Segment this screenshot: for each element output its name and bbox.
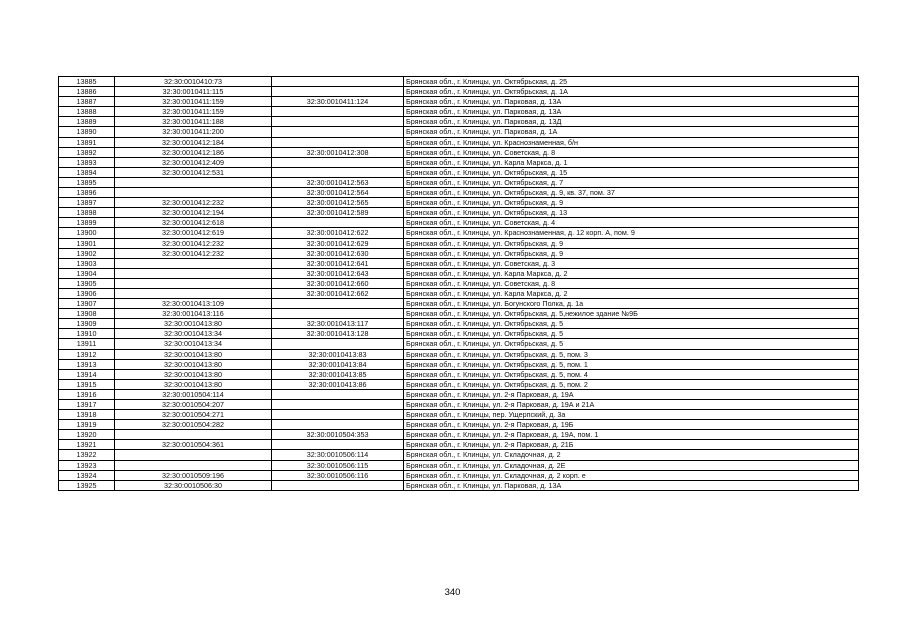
cadastral-number-secondary-cell: [272, 299, 404, 309]
cadastral-number-cell: [115, 258, 272, 268]
table-row: [59, 299, 859, 309]
row-number-cell: 13893: [59, 157, 115, 167]
cadastral-number-secondary-cell: [272, 77, 404, 87]
cadastral-number-cell: 32:30:0010411:159: [115, 97, 272, 107]
address-cell: Брянская обл., г. Клинцы, ул. Октябрьская, д. 5: [404, 339, 859, 349]
address-cell: Брянская обл., г. Клинцы, ул. Богунского Полка, д. 1а: [404, 299, 859, 309]
cadastral-number-secondary-cell: 32:30:0010506:115: [272, 460, 404, 470]
cadastral-number-secondary-cell: [272, 127, 404, 137]
cadastral-number-cell: 32:30:0010412:232: [115, 238, 272, 248]
address-cell: Брянская обл., г. Клинцы, ул. Советская, д. 8: [404, 147, 859, 157]
registry-table: [58, 76, 859, 491]
row-number-cell: 13915: [59, 379, 115, 389]
address-cell: Брянская обл., г. Клинцы, ул. Октябрьская, д. 13: [404, 208, 859, 218]
table-row: [59, 369, 859, 379]
address-cell: Брянская обл., г. Клинцы, ул. Складочная, д. 2 корп. е: [404, 470, 859, 480]
table-row: [59, 288, 859, 298]
address-cell: Брянская обл., г. Клинцы, ул. Октябрьская, д. 5, пом. 3: [404, 349, 859, 359]
address-cell: Брянская обл., г. Клинцы, ул. Парковая, д. 13А: [404, 97, 859, 107]
cadastral-number-secondary-cell: 32:30:0010413:128: [272, 329, 404, 339]
row-number-cell: 13917: [59, 400, 115, 410]
address-cell: Брянская обл., г. Клинцы, ул. Октябрьская, д. 5: [404, 329, 859, 339]
address-cell: Брянская обл., г. Клинцы, ул. Октябрьская, д. 5, пом. 2: [404, 379, 859, 389]
row-number-cell: 13896: [59, 188, 115, 198]
table-row: [59, 319, 859, 329]
table-row: [59, 349, 859, 359]
table-row: [59, 480, 859, 490]
cadastral-number-cell: 32:30:0010412:232: [115, 198, 272, 208]
cadastral-number-cell: 32:30:0010412:531: [115, 167, 272, 177]
cadastral-number-secondary-cell: [272, 389, 404, 399]
table-row: [59, 77, 859, 87]
table-row: [59, 218, 859, 228]
cadastral-number-cell: [115, 188, 272, 198]
registry-table-container: [58, 76, 858, 491]
row-number-cell: 13901: [59, 238, 115, 248]
cadastral-number-cell: 32:30:0010411:115: [115, 87, 272, 97]
cadastral-number-cell: [115, 430, 272, 440]
table-row: [59, 359, 859, 369]
address-cell: Брянская обл., г. Клинцы, ул. 2-я Парковая, д. 19А, пом. 1: [404, 430, 859, 440]
cadastral-number-secondary-cell: 32:30:0010412:630: [272, 248, 404, 258]
address-cell: Брянская обл., г. Клинцы, ул. Октябрьская, д. 5, пом. 4: [404, 369, 859, 379]
table-row: [59, 389, 859, 399]
row-number-cell: 13887: [59, 97, 115, 107]
row-number-cell: 13894: [59, 167, 115, 177]
table-row: [59, 258, 859, 268]
address-cell: Брянская обл., г. Клинцы, ул. Октябрьская, д. 9: [404, 248, 859, 258]
cadastral-number-cell: 32:30:0010410:73: [115, 77, 272, 87]
cadastral-number-secondary-cell: 32:30:0010412:629: [272, 238, 404, 248]
address-cell: Брянская обл., г. Клинцы, ул. Октябрьская, д. 9, кв. 37, пом. 37: [404, 188, 859, 198]
cadastral-number-secondary-cell: [272, 167, 404, 177]
row-number-cell: 13897: [59, 198, 115, 208]
cadastral-number-cell: [115, 278, 272, 288]
table-row: [59, 460, 859, 470]
row-number-cell: 13890: [59, 127, 115, 137]
cadastral-number-cell: [115, 460, 272, 470]
cadastral-number-secondary-cell: 32:30:0010412:641: [272, 258, 404, 268]
table-row: [59, 309, 859, 319]
address-cell: Брянская обл., г. Клинцы, ул. 2-я Парковая, д. 19А и 21А: [404, 400, 859, 410]
cadastral-number-secondary-cell: [272, 400, 404, 410]
address-cell: Брянская обл., г. Клинцы, ул. Октябрьская, д. 9: [404, 238, 859, 248]
cadastral-number-cell: 32:30:0010504:282: [115, 420, 272, 430]
cadastral-number-cell: 32:30:0010506:30: [115, 480, 272, 490]
table-row: [59, 177, 859, 187]
address-cell: Брянская обл., г. Клинцы, ул. Парковая, д. 13А: [404, 480, 859, 490]
table-row: [59, 470, 859, 480]
table-row: [59, 127, 859, 137]
row-number-cell: 13905: [59, 278, 115, 288]
address-cell: Брянская обл., г. Клинцы, ул. 2-я Парковая, д. 19А: [404, 389, 859, 399]
row-number-cell: 13916: [59, 389, 115, 399]
cadastral-number-cell: 32:30:0010412:186: [115, 147, 272, 157]
cadastral-number-cell: 32:30:0010412:232: [115, 248, 272, 258]
row-number-cell: 13920: [59, 430, 115, 440]
cadastral-number-cell: 32:30:0010413:116: [115, 309, 272, 319]
table-row: [59, 379, 859, 389]
row-number-cell: 13903: [59, 258, 115, 268]
row-number-cell: 13891: [59, 137, 115, 147]
cadastral-number-secondary-cell: 32:30:0010412:662: [272, 288, 404, 298]
cadastral-number-cell: 32:30:0010411:200: [115, 127, 272, 137]
address-cell: Брянская обл., г. Клинцы, ул. Карла Маркса, д. 1: [404, 157, 859, 167]
cadastral-number-secondary-cell: 32:30:0010413:83: [272, 349, 404, 359]
row-number-cell: 13902: [59, 248, 115, 258]
address-cell: Брянская обл., г. Клинцы, ул. 2-я Парковая, д. 19Б: [404, 420, 859, 430]
row-number-cell: 13918: [59, 410, 115, 420]
row-number-cell: 13922: [59, 450, 115, 460]
registry-table-body: [59, 77, 859, 491]
page-number: 340: [444, 587, 461, 598]
cadastral-number-secondary-cell: [272, 157, 404, 167]
row-number-cell: 13885: [59, 77, 115, 87]
address-cell: Брянская обл., г. Клинцы, ул. Карла Маркса, д. 2: [404, 268, 859, 278]
address-cell: Брянская обл., г. Клинцы, ул. Октябрьская, д. 7: [404, 177, 859, 187]
cadastral-number-secondary-cell: [272, 480, 404, 490]
cadastral-number-cell: 32:30:0010412:619: [115, 228, 272, 238]
table-row: [59, 147, 859, 157]
table-row: [59, 97, 859, 107]
row-number-cell: 13895: [59, 177, 115, 187]
table-row: [59, 188, 859, 198]
row-number-cell: 13912: [59, 349, 115, 359]
row-number-cell: 13910: [59, 329, 115, 339]
cadastral-number-cell: 32:30:0010504:207: [115, 400, 272, 410]
table-row: [59, 410, 859, 420]
table-row: [59, 339, 859, 349]
row-number-cell: 13892: [59, 147, 115, 157]
cadastral-number-cell: 32:30:0010412:618: [115, 218, 272, 228]
cadastral-number-secondary-cell: 32:30:0010504:353: [272, 430, 404, 440]
table-row: [59, 157, 859, 167]
address-cell: Брянская обл., г. Клинцы, ул. Советская, д. 4: [404, 218, 859, 228]
cadastral-number-cell: 32:30:0010413:109: [115, 299, 272, 309]
row-number-cell: 13909: [59, 319, 115, 329]
address-cell: Брянская обл., г. Клинцы, ул. Парковая, д. 13А: [404, 107, 859, 117]
address-cell: Брянская обл., г. Клинцы, ул. Октябрьская, д. 1А: [404, 87, 859, 97]
cadastral-number-secondary-cell: 32:30:0010413:117: [272, 319, 404, 329]
table-row: [59, 238, 859, 248]
table-row: [59, 329, 859, 339]
cadastral-number-cell: 32:30:0010413:80: [115, 379, 272, 389]
cadastral-number-secondary-cell: 32:30:0010506:116: [272, 470, 404, 480]
table-row: [59, 440, 859, 450]
row-number-cell: 13914: [59, 369, 115, 379]
cadastral-number-secondary-cell: [272, 117, 404, 127]
row-number-cell: 13911: [59, 339, 115, 349]
cadastral-number-cell: 32:30:0010504:361: [115, 440, 272, 450]
row-number-cell: 13924: [59, 470, 115, 480]
table-row: [59, 450, 859, 460]
cadastral-number-secondary-cell: 32:30:0010412:643: [272, 268, 404, 278]
row-number-cell: 13919: [59, 420, 115, 430]
address-cell: Брянская обл., г. Клинцы, пер. Ущерпский, д. 3а: [404, 410, 859, 420]
cadastral-number-cell: 32:30:0010504:271: [115, 410, 272, 420]
table-row: [59, 278, 859, 288]
row-number-cell: 13908: [59, 309, 115, 319]
cadastral-number-secondary-cell: [272, 107, 404, 117]
address-cell: Брянская обл., г. Клинцы, ул. Октябрьская, д. 9: [404, 198, 859, 208]
cadastral-number-secondary-cell: 32:30:0010411:124: [272, 97, 404, 107]
table-row: [59, 400, 859, 410]
cadastral-number-secondary-cell: [272, 420, 404, 430]
cadastral-number-secondary-cell: [272, 309, 404, 319]
row-number-cell: 13900: [59, 228, 115, 238]
row-number-cell: 13886: [59, 87, 115, 97]
row-number-cell: 13899: [59, 218, 115, 228]
cadastral-number-cell: 32:30:0010413:80: [115, 319, 272, 329]
table-row: [59, 198, 859, 208]
table-row: [59, 107, 859, 117]
row-number-cell: 13921: [59, 440, 115, 450]
cadastral-number-cell: [115, 177, 272, 187]
cadastral-number-cell: 32:30:0010411:188: [115, 117, 272, 127]
address-cell: Брянская обл., г. Клинцы, ул. Октябрьская, д. 15: [404, 167, 859, 177]
cadastral-number-cell: [115, 268, 272, 278]
cadastral-number-cell: 32:30:0010413:34: [115, 339, 272, 349]
row-number-cell: 13906: [59, 288, 115, 298]
cadastral-number-secondary-cell: 32:30:0010412:308: [272, 147, 404, 157]
cadastral-number-secondary-cell: [272, 218, 404, 228]
table-row: [59, 268, 859, 278]
cadastral-number-secondary-cell: 32:30:0010413:84: [272, 359, 404, 369]
cadastral-number-secondary-cell: 32:30:0010413:86: [272, 379, 404, 389]
cadastral-number-secondary-cell: [272, 87, 404, 97]
cadastral-number-cell: 32:30:0010411:159: [115, 107, 272, 117]
cadastral-number-secondary-cell: [272, 137, 404, 147]
address-cell: Брянская обл., г. Клинцы, ул. Краснознаменная, д. 12 корп. А, пом. 9: [404, 228, 859, 238]
cadastral-number-cell: 32:30:0010509:196: [115, 470, 272, 480]
address-cell: Брянская обл., г. Клинцы, ул. Складочная, д. 2: [404, 450, 859, 460]
cadastral-number-secondary-cell: 32:30:0010506:114: [272, 450, 404, 460]
cadastral-number-secondary-cell: 32:30:0010412:622: [272, 228, 404, 238]
table-row: [59, 430, 859, 440]
table-row: [59, 87, 859, 97]
row-number-cell: 13889: [59, 117, 115, 127]
address-cell: Брянская обл., г. Клинцы, ул. Советская, д. 3: [404, 258, 859, 268]
address-cell: Брянская обл., г. Клинцы, ул. Складочная, д. 2Е: [404, 460, 859, 470]
cadastral-number-cell: 32:30:0010412:409: [115, 157, 272, 167]
address-cell: Брянская обл., г. Клинцы, ул. Октябрьская, д. 5, пом. 1: [404, 359, 859, 369]
cadastral-number-cell: 32:30:0010504:114: [115, 389, 272, 399]
table-row: [59, 167, 859, 177]
cadastral-number-secondary-cell: 32:30:0010412:564: [272, 188, 404, 198]
row-number-cell: 13904: [59, 268, 115, 278]
table-row: [59, 228, 859, 238]
address-cell: Брянская обл., г. Клинцы, ул. Октябрьская, д. 25: [404, 77, 859, 87]
cadastral-number-cell: 32:30:0010413:80: [115, 359, 272, 369]
cadastral-number-secondary-cell: [272, 410, 404, 420]
table-row: [59, 248, 859, 258]
cadastral-number-cell: 32:30:0010413:80: [115, 369, 272, 379]
table-row: [59, 208, 859, 218]
table-row: [59, 117, 859, 127]
cadastral-number-secondary-cell: [272, 339, 404, 349]
cadastral-number-secondary-cell: 32:30:0010413:85: [272, 369, 404, 379]
address-cell: Брянская обл., г. Клинцы, ул. Краснознаменная, б/н: [404, 137, 859, 147]
row-number-cell: 13923: [59, 460, 115, 470]
cadastral-number-secondary-cell: 32:30:0010412:589: [272, 208, 404, 218]
cadastral-number-cell: 32:30:0010413:80: [115, 349, 272, 359]
row-number-cell: 13907: [59, 299, 115, 309]
row-number-cell: 13913: [59, 359, 115, 369]
cadastral-number-secondary-cell: 32:30:0010412:563: [272, 177, 404, 187]
address-cell: Брянская обл., г. Клинцы, ул. Карла Маркса, д. 2: [404, 288, 859, 298]
row-number-cell: 13898: [59, 208, 115, 218]
row-number-cell: 13888: [59, 107, 115, 117]
address-cell: Брянская обл., г. Клинцы, ул. Октябрьская, д. 5: [404, 319, 859, 329]
cadastral-number-cell: [115, 450, 272, 460]
row-number-cell: 13925: [59, 480, 115, 490]
cadastral-number-cell: 32:30:0010412:184: [115, 137, 272, 147]
address-cell: Брянская обл., г. Клинцы, ул. Советская, д. 8: [404, 278, 859, 288]
cadastral-number-secondary-cell: [272, 440, 404, 450]
address-cell: Брянская обл., г. Клинцы, ул. Октябрьская, д. 5,нежилое здание №9Б: [404, 309, 859, 319]
address-cell: Брянская обл., г. Клинцы, ул. 2-я Парковая, д. 21Б: [404, 440, 859, 450]
cadastral-number-cell: 32:30:0010413:34: [115, 329, 272, 339]
cadastral-number-secondary-cell: 32:30:0010412:660: [272, 278, 404, 288]
cadastral-number-cell: [115, 288, 272, 298]
table-row: [59, 420, 859, 430]
table-row: [59, 137, 859, 147]
address-cell: Брянская обл., г. Клинцы, ул. Парковая, д. 1А: [404, 127, 859, 137]
address-cell: Брянская обл., г. Клинцы, ул. Парковая, д. 13Д: [404, 117, 859, 127]
cadastral-number-secondary-cell: 32:30:0010412:565: [272, 198, 404, 208]
cadastral-number-cell: 32:30:0010412:194: [115, 208, 272, 218]
